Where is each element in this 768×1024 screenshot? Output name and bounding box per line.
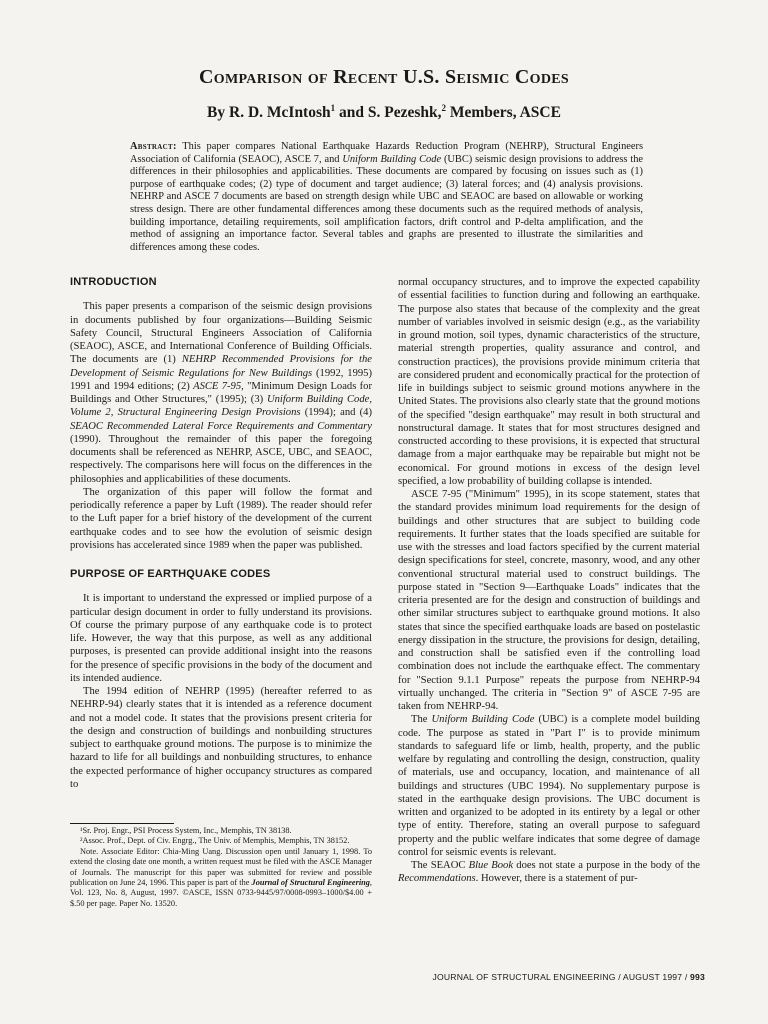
author-membership: Members, ASCE <box>446 104 561 122</box>
asce-paragraph: ASCE 7-95 ("Minimum" 1995), in its scope statement, states that the standard provides minimum load requirements for the design of buildings and other structures that are subject to building code requirements. It further states that the loads specified are suitable for use with the stresses and load factors specified by the current material design specifications for steel, concrete, masonry, wood, and any other conventional structural material used to construct buildings. The purpose stated in "Section 9—Earthquake Loads" indicates that the criteria presented are for the design and construction of buildings and other similar structures subject to earthquake ground motions. It also states that since the specified earthquake loads are based on postelastic energy dissipation in the structure, the provisions for design, detailing, and construction shall be satisfied even if the controlling load combination does not include the earthquake effect. The commentary for "Section 9.1.1 Purpose" repeats the purpose from NEHRP-94 virtually unchanged. The criteria in "Section 9" of ASCE 7-95 are taken from NEHRP-94. <box>398 489 700 712</box>
running-footer <box>433 972 705 982</box>
abstract <box>130 141 643 254</box>
purpose-paragraph-continued: normal occupancy structures, and to improve the expected capability of essential facilities to function during and following an earthquake. The purpose also states that because of the complexity and the great number of variables involved in seismic design (e.g., as the variability in ground motion, soil types, dynamic characteristics of the structure, material strength properties, quality assurance and control, and construction practices), the provisions provide minimum criteria that are considered prudent and economically practical for the protection of life in buildings subject to seismic ground motions anywhere in the United States. The provisions also clearly state that the ground motions of the specified "design earthquake" may result in both structural and nonstructural damage. It states that for most structures designed and constructed according to these provisions, it is expected that structural damage from a major earthquake may be repairable but might not be economical. For ground motions in excess of the design level specified, a low probability of building collapse is intended. <box>398 277 700 487</box>
abstract-text-2: (UBC) seismic design provisions to address the differences in their philosophies and applicabilities. These documents are compared by focusing on issues such as (1) purpose of earthquake codes; (2) type of document and target audience; (3) lateral forces; and (4) analysis provisions. NEHRP and ASCE 7 documents are based on strength design while UBC and SEAOC are based on allowable or working stress design. There are other fundamental differences among these documents such as the required methods of analysis, building importance, detailing requirements, soil amplification factors, drift control and P-delta amplification, and the method of assigning an importance factor. Several tables and graphs are presented to illustrate the similarities and differences among these codes. <box>130 153 644 253</box>
footnote-2: ²Assoc. Prof., Dept. of Civ. Engrg., The Univ. of Memphis, Memphis, TN 38152. <box>80 836 350 846</box>
intro-paragraph-1: This paper presents a comparison of the seismic design provisions in documents published by four organizations—Building Seismic Safety Council, Structural Engineers Association of California (SEAOC), ASCE, and International Conference of Building Officials. The documents are (1) NEHRP Recommended Provisions for the Development of Seismic Regulations for New Buildings (1992, 1995) 1991 and 1994 editions; (2) ASCE 7-95, "Minimum Design Loads for Buildings and Other Structures," (1995); (3) Uniform Building Code, Volume 2, Structural Engineering Design Provisions (1994); and (4) SEAOC Recommended Lateral Force Requirements and Commentary (1990). Throughout the remainder of this paper the foregoing documents shall be referenced as NEHRP, ASCE, UBC, and SEAOC, respectively. The comparisons here will focus on the differences in the philosophies and applicabilities of these documents. <box>70 301 373 485</box>
author-2: and S. Pezeshk, <box>335 104 442 122</box>
left-column <box>70 276 372 791</box>
footnote-mark-1: 1 <box>330 103 336 113</box>
purpose-paragraph-2: The 1994 edition of NEHRP (1995) (hereafter referred to as NEHRP-94) clearly states that it is intended as a reference document and not a model code. It states that the provisions present criteria for the design and construction of buildings and nonbuilding structures subject to earthquake ground motions. The purpose is to minimize the hazard to life for all buildings and nonbuilding structures, to enhance the expected performance of higher occupancy structures as compared to <box>70 686 372 790</box>
page-number: 993 <box>690 972 705 982</box>
paper-title: Comparison of Recent U.S. Seismic Codes <box>199 66 569 88</box>
section-heading-introduction: INTRODUCTION <box>70 276 157 288</box>
abstract-label: Abstract: <box>130 141 177 152</box>
footnote-divider <box>70 823 174 824</box>
abstract-text-1: This paper compares National Earthquake Hazards Reduction Program (NEHRP), Structural Engineers Association of California (SEAOC), ASCE 7, and <box>130 141 643 165</box>
author-line <box>0 103 768 122</box>
right-column <box>398 276 700 886</box>
footnote-mark-2: 2 <box>441 103 446 113</box>
author-1: By R. D. McIntosh <box>207 104 331 122</box>
intro-paragraph-2: The organization of this paper will follow the format and periodically reference a paper by Luft (1989). The reader should refer to the Luft paper for a brief history of the development of the current earthquake codes and to see how the evolution of seismic design provisions has accelerated since 1989 when the paper was published. <box>70 486 372 551</box>
seaoc-paragraph: The SEAOC Blue Book does not state a purpose in the body of the Recommendations. However, there is a statement of pur- <box>398 860 700 885</box>
footnotes <box>70 826 372 909</box>
ubc-paragraph: The Uniform Building Code (UBC) is a complete model building code. The purpose as stated in "Part I" is to provide minimum standards to safeguard life or limb, health, property, and the public welfare by regulating and controlling the design, construction, quality of materials, use and occupancy, location, and maintenance of all buildings and structures (UBC 1994). No supplementary purpose is stated in the earthquake design provisions. The UBC document is written and organized to be adopted in its entirety by a legal or other type of entity. Therefore, stating an overall purpose to safeguard property and the public welfare indicates that some degree of damage control for seismic events is relevant. <box>398 714 700 858</box>
editorial-note: Note. Associate Editor: Chia-Ming Uang. Discussion open until January 1, 1998. To extend the closing date one month, a written request must be filed with the ASCE Manager of Journals. The manuscript for this paper was submitted for review and possible publication on June 24, 1996. This paper is part of the Journal of Structural Engineering, Vol. 123, No. 8, August, 1997. ©ASCE, ISSN 0733-9445/97/0008-0993–1000/$4.00 + $.50 per page. Paper No. 13520. <box>70 846 372 908</box>
footnote-1: ¹Sr. Proj. Engr., PSI Process System, Inc., Memphis, TN 38138. <box>80 826 292 835</box>
footer-journal: JOURNAL OF STRUCTURAL ENGINEERING / AUGUST 1997 / <box>432 972 691 982</box>
purpose-paragraph-1: It is important to understand the expressed or implied purpose of a particular design document in order to fully understand its provisions. Of course the primary purpose of any earthquake code is to protect life. However, the way that this purpose, as well as any additional purposes, is presented can provide additional insight into the reasons for the presence of specific provisions in the body of the document and its intended audience. <box>70 593 372 684</box>
abstract-italic-ubc: Uniform Building Code <box>342 153 442 165</box>
section-heading-purpose: PURPOSE OF EARTHQUAKE CODES <box>70 568 271 580</box>
